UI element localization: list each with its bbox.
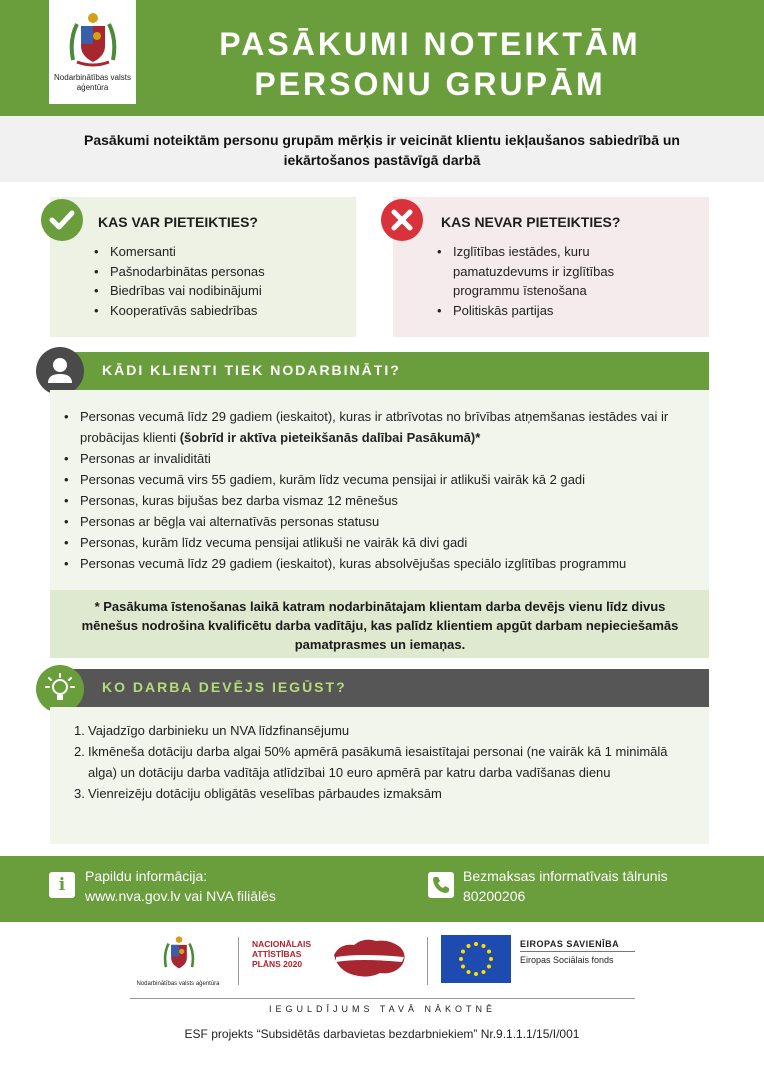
employer-list [74,720,674,804]
list-item: • Politiskās partijas [437,301,677,321]
header [0,0,764,116]
divider [130,998,635,999]
nva-footer-logo [128,931,228,991]
list-item: • Personas ar invaliditāti [64,448,704,469]
clients-heading: KĀDI KLIENTI TIEK NODARBINĀTI? [102,362,401,378]
page-subtitle: Pasākumi noteiktām personu grupām mērķis ir veicināt klientu iekļaušanos sabiedrībā un iekārtošanos pastāvīgā darbā [84,132,680,168]
nva-caption: Nodarbinātības valsts aģentūra [136,981,220,987]
eu-star [482,970,486,974]
list-item-text: Ikmēneša dotāciju darba algai 50% apmērā pasākumā iesaistītajai personai (ne vairāk kā 1 minimālā alga) un dotāciju darba vadītāja atlīdzībai 10 euro apmērā par katru darba vadīšanas dienu [88,744,668,780]
eu-star [474,942,478,946]
investment-slogan: IEGULDĪJUMS TAVĀ NĀKOTNĒ [268,1004,497,1014]
eu-star [489,957,493,961]
employer-section-bar [60,669,709,707]
eu-star [487,965,491,969]
list-item: • Personas, kuras bijušas bez darba vismaz 12 mēnešus [64,490,704,511]
eu-star [459,957,463,961]
x-icon [381,199,423,241]
list-item-text: Vajadzīgo darbinieku un NVA līdzfinansējumu [88,723,350,738]
list-number: 2. [74,744,85,759]
list-item: • Pašnodarbinātas personas [94,262,265,282]
info-label: Papildu informācija: [85,868,208,884]
clients-section-bar [60,352,709,390]
list-item [74,741,674,783]
footnote-text: * Pasākuma īstenošanas laikā katram nodarbinātajam klientam darba devējs vienu līdz divus mēnešus nodrošina kvalificētu darba vadītāju, kas palīdz klientiem apgūt darbam nepieciešamās pamatprasmes un iemaņas. [81,599,679,652]
employer-heading: KO DARBA DEVĒJS IEGŪST? [102,679,347,695]
nap-line: PLĀNS 2020 [252,959,303,969]
nva-logo [49,0,136,104]
eu-star [461,965,465,969]
eu-star [482,944,486,948]
divider [238,937,239,985]
latvia-map-icon [330,935,410,981]
list-item [74,720,674,741]
nap-logo-text [252,939,332,969]
cannot-apply-box [393,197,709,337]
list-item: • Biedrības vai nodibinājumi [94,281,265,301]
logo-caption: Nodarbinātības valsts aģentūra [54,73,131,92]
list-item: • Personas vecumā virs 55 gadiem, kurām līdz vecuma pensijai ir atlikuši vairāk kā 2 gadi [64,469,704,490]
info-link[interactable]: www.nva.gov.lv vai NVA filiālēs [85,888,276,904]
contact-footer [0,856,764,922]
list-number: 3. [74,786,85,801]
list-item: • Izglītības iestādes, kuru pamatuzdevums ir izglītības programmu īstenošana [437,242,677,301]
list-item-text: Vienreizēju dotāciju obligātās veselības pārbaudes izmaksām [88,786,442,801]
clients-list [64,406,704,574]
coat-of-arms-icon [67,10,119,70]
page-title: PASĀKUMI NOTEIKTĀM PERSONU GRUPĀM [219,26,641,102]
nap-line: ATTĪSTĪBAS [252,949,302,959]
list-item: • Personas ar bēgļa vai alternatīvās personas statusu [64,511,704,532]
info-icon: i [49,872,75,898]
cannot-apply-list [437,242,677,320]
clients-panel [50,390,709,590]
cannot-apply-heading: KAS NEVAR PIETEIKTIES? [441,214,621,230]
eu-title: EIROPAS SAVIENĪBA [520,939,620,949]
can-apply-list [94,242,265,320]
divider [520,951,635,952]
info-block [85,866,365,906]
list-item [64,406,704,448]
project-reference: ESF projekts “Subsidētās darbavietas bezdarbniekiem” Nr.9.1.1.1/15/I/001 [184,1027,580,1041]
eu-star [487,950,491,954]
list-item: • Personas vecumā līdz 29 gadiem (ieskaitot), kuras absolvējušas speciālo izglītības programmu [64,553,704,574]
phone-icon [428,872,454,898]
phone-number[interactable]: 80200206 [463,888,526,904]
employer-panel [50,707,709,844]
eu-star [467,944,471,948]
eu-fund-name: Eiropas Sociālais fonds [520,955,614,965]
coat-of-arms-icon [162,931,196,977]
note-band [50,590,709,658]
divider [427,937,428,985]
list-item: • Kooperatīvās sabiedrības [94,301,265,321]
phone-label: Bezmaksas informatīvais tālrunis [463,868,668,884]
list-number: 1. [74,723,85,738]
partner-logos [0,925,764,995]
eu-star [474,972,478,976]
eu-star [461,950,465,954]
nap-line: NACIONĀLAIS [252,939,312,949]
check-icon [41,199,83,241]
eu-star [467,970,471,974]
list-item: • Personas, kurām līdz vecuma pensijai atlikuši ne vairāk kā divi gadi [64,532,704,553]
lightbulb-icon [36,665,84,713]
list-item: • Komersanti [94,242,265,262]
list-item [74,783,674,804]
can-apply-heading: KAS VAR PIETEIKTIES? [98,214,258,230]
eu-flag-icon [441,935,511,983]
person-icon [36,347,84,395]
list-item-text: Personas vecumā līdz 29 gadiem (ieskaitot), kuras ir atbrīvotas no brīvības atņemšanas iestādes vai ir probācijas klienti [80,409,669,445]
list-item-emphasis: (šobrīd ir aktīva pieteikšanās dalībai Pasākumā)* [179,430,481,445]
phone-block [463,866,743,906]
can-apply-box [50,197,356,337]
